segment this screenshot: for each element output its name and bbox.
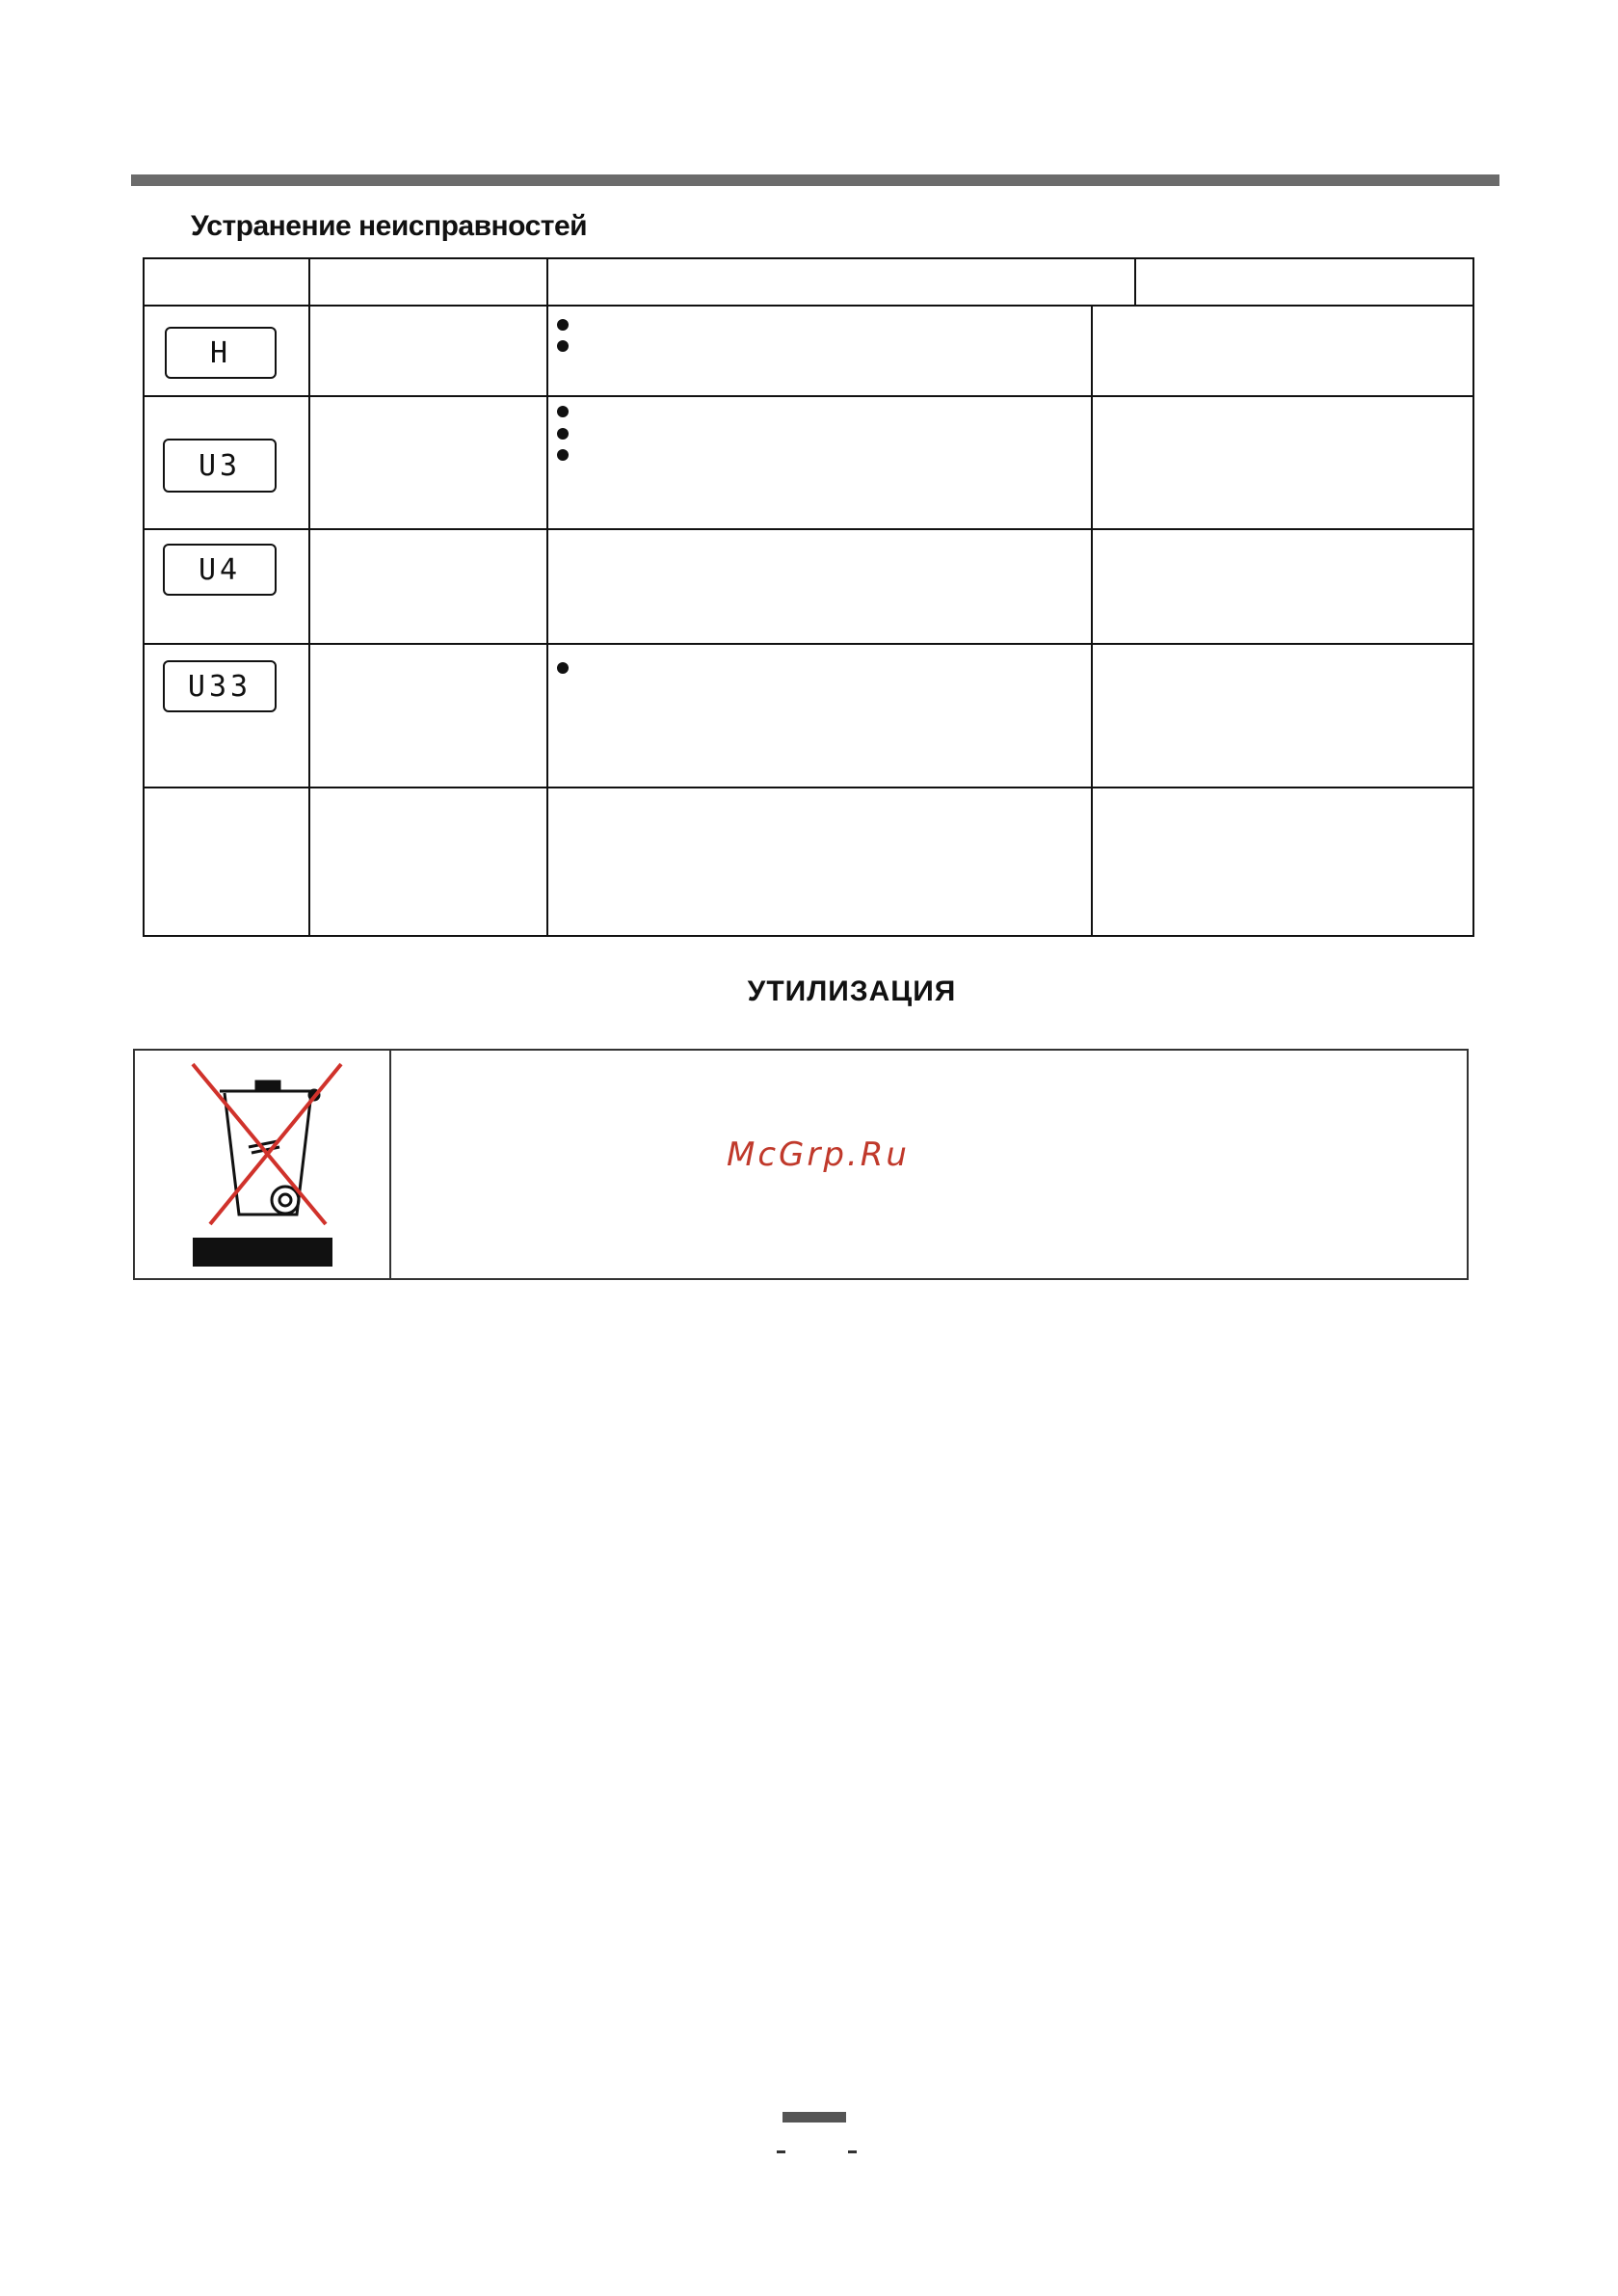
bullet-icon [557,662,569,674]
error-code-u3: U3 [198,448,242,483]
disposal-box [133,1049,1469,1280]
error-code-display-u33 [163,660,277,712]
bullet-icon [557,449,569,461]
header-rule [131,174,1499,186]
page-number-bar [782,2112,846,2122]
troubleshooting-table [143,257,1474,937]
bullet-icon [557,406,569,417]
error-code-u33: U33 [187,669,252,704]
bullet-icon [557,340,569,352]
error-code-display-u3 [163,439,277,493]
watermark-text: McGrp.Ru [727,1135,910,1174]
bullet-icon [557,319,569,331]
disposal-divider [389,1051,391,1278]
error-code-display-h [165,327,277,379]
page-number-dash-left [777,2150,785,2153]
section-title: Устранение неисправностей [191,210,588,242]
page-number-dash-right [848,2150,857,2153]
weee-crossed-bin-icon [181,1060,355,1276]
table-grid-lines [143,257,1474,937]
disposal-title: УТИЛИЗАЦИЯ [747,975,957,1007]
bullet-icon [557,428,569,440]
error-code-display-u4 [163,544,277,596]
error-code-u4: U4 [198,552,242,587]
error-code-h: H [209,335,232,370]
